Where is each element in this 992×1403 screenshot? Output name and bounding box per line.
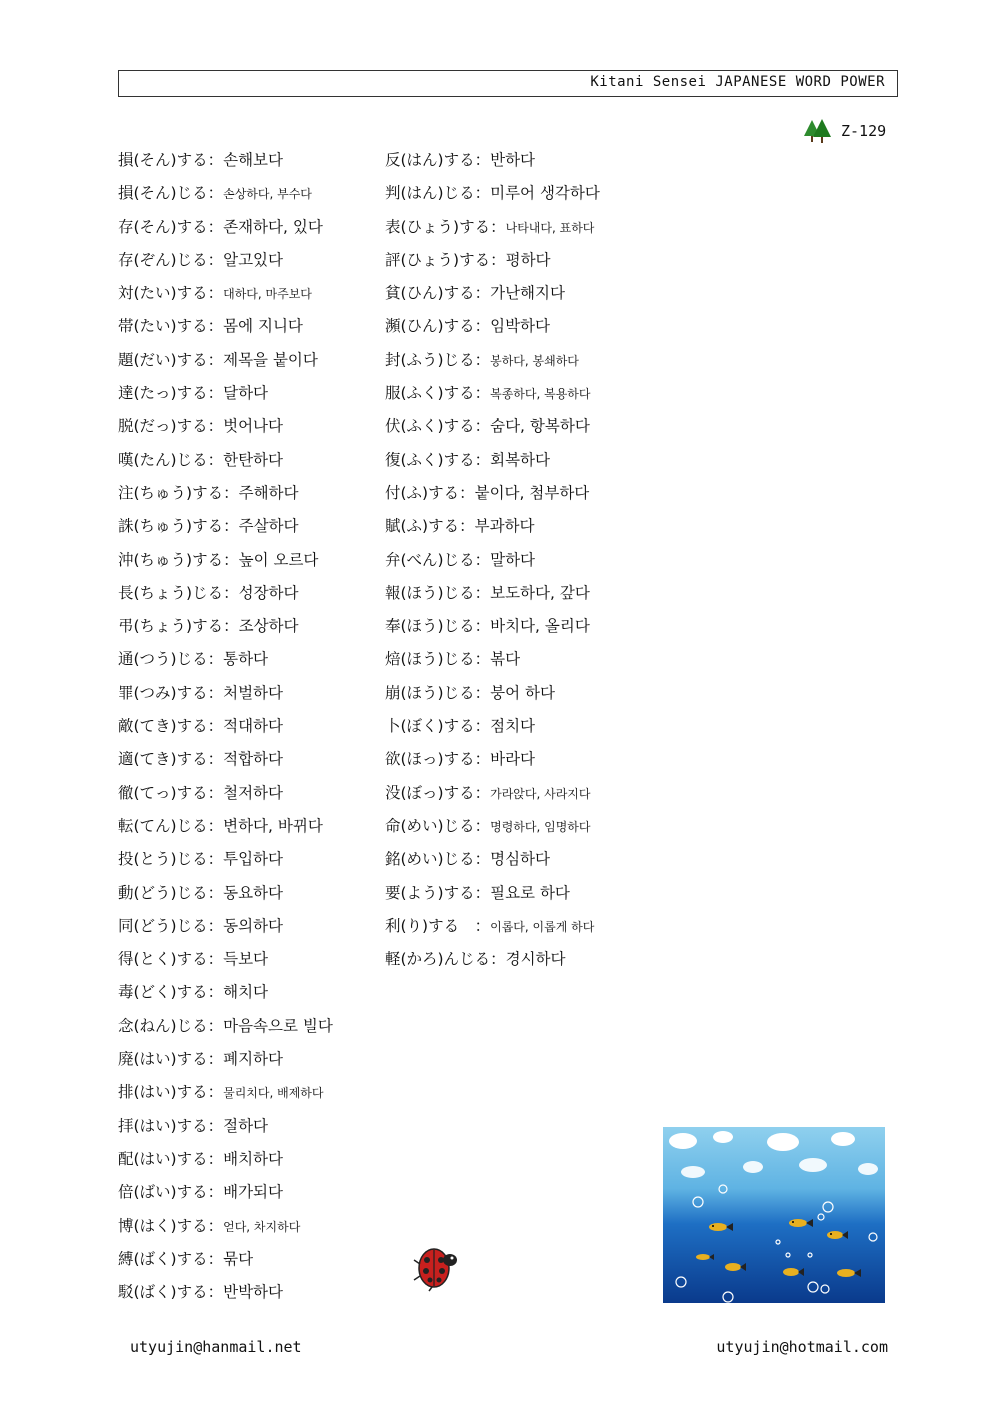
korean-meaning: 적합하다 [223, 750, 284, 769]
japanese-term: 崩(ほう)じる： [385, 683, 491, 702]
japanese-term: 脱(だっ)する： [118, 417, 224, 436]
vocab-entry [385, 914, 600, 947]
korean-meaning: 벗어나다 [223, 417, 284, 436]
japanese-term: 付(ふ)する： [385, 483, 475, 502]
japanese-term: 転(てん)じる： [118, 816, 224, 835]
vocab-entry [385, 148, 600, 181]
korean-meaning: 붙이다, 첨부하다 [474, 483, 590, 502]
vocab-entry [385, 847, 600, 880]
korean-meaning: 묶다 [223, 1249, 254, 1268]
vocab-entry [385, 747, 600, 780]
vocab-entry [118, 314, 333, 347]
japanese-term: 投(とう)じる： [118, 850, 224, 869]
korean-meaning: 주살하다 [238, 517, 299, 536]
japanese-term: 貧(ひん)する： [385, 284, 491, 303]
header-box [118, 70, 898, 97]
korean-meaning: 봉하다, 봉쇄하다 [490, 353, 579, 368]
japanese-term: 復(ふく)する： [385, 450, 491, 469]
korean-meaning: 배치하다 [223, 1149, 284, 1168]
vocab-entry [118, 781, 333, 814]
vocab-entry [118, 881, 333, 914]
japanese-term: 評(ひょう)する： [385, 250, 506, 269]
vocab-entry [118, 414, 333, 447]
ocean-fish-illustration [663, 1127, 885, 1303]
japanese-term: 焙(ほう)じる： [385, 650, 491, 669]
vocab-entry [118, 548, 333, 581]
korean-meaning: 처벌하다 [223, 683, 284, 702]
korean-meaning: 복종하다, 복용하다 [490, 387, 591, 402]
tree-icon [803, 118, 833, 144]
japanese-term: 服(ふく)する： [385, 384, 491, 403]
page-number [803, 118, 886, 144]
vocab-entry [385, 514, 600, 547]
japanese-term: 判(はん)じる： [385, 184, 491, 203]
footer-right-email[interactable]: utyujin@hotmail.com [716, 1338, 888, 1356]
japanese-term: 適(てき)する： [118, 750, 224, 769]
japanese-term: 注(ちゅう)する： [118, 483, 239, 502]
japanese-term: 罪(つみ)する： [118, 683, 224, 702]
korean-meaning: 한탄하다 [223, 450, 284, 469]
korean-meaning: 말하다 [490, 550, 536, 569]
vocab-entry [118, 614, 333, 647]
vocab-entry [118, 1014, 333, 1047]
korean-meaning: 달하다 [223, 384, 269, 403]
korean-meaning: 임박하다 [490, 317, 551, 336]
vocab-entry [118, 381, 333, 414]
korean-meaning: 바라다 [490, 750, 536, 769]
vocab-entry [385, 947, 600, 980]
vocab-entry [118, 581, 333, 614]
vocab-entry [385, 548, 600, 581]
korean-meaning: 평하다 [505, 250, 551, 269]
vocab-entry [118, 148, 333, 181]
vocab-entry [118, 1147, 333, 1180]
vocab-entry [385, 881, 600, 914]
korean-meaning: 미루어 생각하다 [490, 184, 600, 203]
korean-meaning: 변하다, 바뀌다 [223, 816, 323, 835]
japanese-term: 沖(ちゅう)する： [118, 550, 239, 569]
vocab-entry [385, 481, 600, 514]
vocab-entry [118, 1180, 333, 1213]
korean-meaning: 필요로 하다 [490, 883, 570, 902]
vocab-entry [385, 647, 600, 680]
japanese-term: 封(ふう)じる： [385, 350, 491, 369]
vocab-entry [118, 181, 333, 214]
japanese-term: 卜(ぼく)する： [385, 717, 491, 736]
vocab-entry [118, 1047, 333, 1080]
vocab-entry [385, 814, 600, 847]
korean-meaning: 배가되다 [223, 1183, 284, 1202]
japanese-term: 損(そん)する： [118, 151, 224, 169]
vocab-entry [385, 414, 600, 447]
korean-meaning: 볶다 [490, 650, 521, 669]
japanese-term: 反(はん)する： [385, 151, 491, 169]
korean-meaning: 철저하다 [223, 783, 284, 802]
japanese-term: 対(たい)する： [118, 284, 224, 303]
vocab-entry [118, 714, 333, 747]
vocab-entry [118, 1214, 333, 1247]
korean-meaning: 가라앉다, 사라지다 [490, 786, 591, 801]
korean-meaning: 제목을 붙이다 [223, 350, 318, 369]
japanese-term: 縛(ばく)する： [118, 1249, 224, 1268]
vocab-entry [385, 448, 600, 481]
japanese-term: 通(つう)じる： [118, 650, 224, 669]
korean-meaning: 적대하다 [223, 717, 284, 736]
japanese-term: 拝(はい)する： [118, 1116, 224, 1135]
korean-meaning: 몸에 지니다 [223, 317, 303, 336]
korean-meaning: 득보다 [223, 950, 269, 969]
korean-meaning: 경시하다 [505, 950, 566, 969]
vocab-entry [118, 281, 333, 314]
korean-meaning: 투입하다 [223, 850, 284, 869]
japanese-term: 弁(べん)じる： [385, 550, 491, 569]
korean-meaning: 얻다, 차지하다 [223, 1219, 301, 1234]
korean-meaning: 가난해지다 [490, 284, 565, 303]
header-title: Kitani Sensei JAPANESE WORD POWER [590, 74, 885, 90]
left-column [118, 148, 333, 1313]
japanese-term: 動(どう)じる： [118, 883, 224, 902]
korean-meaning: 숨다, 항복하다 [490, 417, 590, 436]
vocab-entry [385, 181, 600, 214]
korean-meaning: 성장하다 [238, 583, 299, 602]
japanese-term: 毒(どく)する： [118, 983, 224, 1002]
japanese-term: 報(ほう)じる： [385, 583, 491, 602]
japanese-term: 達(たっ)する： [118, 384, 224, 403]
japanese-term: 題(だい)する： [118, 350, 224, 369]
korean-meaning: 물리치다, 배제하다 [223, 1086, 324, 1101]
korean-meaning: 손해보다 [223, 151, 284, 169]
japanese-term: 表(ひょう)する： [385, 217, 506, 236]
vocab-entry [385, 314, 600, 347]
korean-meaning: 해치다 [223, 983, 269, 1002]
korean-meaning: 손상하다, 부수다 [223, 187, 312, 202]
korean-meaning: 반하다 [490, 151, 536, 169]
japanese-term: 瀕(ひん)する： [385, 317, 491, 336]
vocab-entry [118, 481, 333, 514]
korean-meaning: 보도하다, 갚다 [490, 583, 590, 602]
japanese-term: 駁(ばく)する： [118, 1283, 224, 1302]
korean-meaning: 조상하다 [238, 617, 299, 636]
ladybug-icon [412, 1240, 464, 1292]
japanese-term: 要(よう)する： [385, 883, 491, 902]
vocab-entry [385, 248, 600, 281]
korean-meaning: 점치다 [490, 717, 536, 736]
japanese-term: 欲(ほっ)する： [385, 750, 491, 769]
vocab-entry [385, 381, 600, 414]
vocab-entry [385, 215, 600, 248]
japanese-term: 弔(ちょう)する： [118, 617, 239, 636]
vocab-entry [118, 348, 333, 381]
korean-meaning: 명심하다 [490, 850, 551, 869]
korean-meaning: 나타내다, 표하다 [505, 220, 595, 235]
vocab-entry [118, 448, 333, 481]
korean-meaning: 붕어 하다 [490, 683, 555, 702]
vocab-entry [385, 281, 600, 314]
vocab-entry [385, 348, 600, 381]
japanese-term: 存(そん)する： [118, 217, 224, 236]
vocab-entry [385, 614, 600, 647]
vocab-entry [118, 514, 333, 547]
korean-meaning: 동요하다 [223, 883, 284, 902]
vocab-entry [118, 980, 333, 1013]
japanese-term: 敵(てき)する： [118, 717, 224, 736]
japanese-term: 排(はい)する： [118, 1083, 224, 1102]
japanese-term: 没(ぼっ)する： [385, 783, 491, 802]
japanese-term: 伏(ふく)する： [385, 417, 491, 436]
vocab-entry [385, 681, 600, 714]
vocab-entry [118, 1080, 333, 1113]
korean-meaning: 대하다, 마주보다 [223, 287, 312, 302]
vocab-entry [118, 215, 333, 248]
vocab-entry [118, 1247, 333, 1280]
vocab-entry [385, 581, 600, 614]
vocab-entry [118, 847, 333, 880]
korean-meaning: 동의하다 [223, 916, 284, 935]
japanese-term: 徹(てっ)する： [118, 783, 224, 802]
vocab-entry [118, 747, 333, 780]
japanese-term: 帯(たい)する： [118, 317, 224, 336]
vocab-entry [118, 1280, 333, 1313]
japanese-term: 配(はい)する： [118, 1149, 224, 1168]
japanese-term: 存(ぞん)じる： [118, 250, 224, 269]
korean-meaning: 통하다 [223, 650, 269, 669]
japanese-term: 賦(ふ)する： [385, 517, 475, 536]
korean-meaning: 이롭다, 이롭게 하다 [490, 919, 595, 934]
japanese-term: 念(ねん)じる： [118, 1016, 224, 1035]
japanese-term: 奉(ほう)じる： [385, 617, 491, 636]
korean-meaning: 높이 오르다 [238, 550, 319, 569]
korean-meaning: 마음속으로 빌다 [223, 1016, 333, 1035]
vocab-entry [385, 714, 600, 747]
japanese-term: 嘆(たん)じる： [118, 450, 224, 469]
vocab-entry [118, 947, 333, 980]
vocab-entry [118, 647, 333, 680]
japanese-term: 得(とく)する： [118, 950, 224, 969]
japanese-term: 長(ちょう)じる： [118, 583, 239, 602]
vocab-entry [118, 1114, 333, 1147]
japanese-term: 誅(ちゅう)する： [118, 517, 239, 536]
korean-meaning: 존재하다, 있다 [223, 217, 323, 236]
japanese-term: 廃(はい)する： [118, 1050, 224, 1069]
korean-meaning: 주해하다 [238, 483, 299, 502]
japanese-term: 利(り)する ： [385, 916, 491, 935]
japanese-term: 命(めい)じる： [385, 816, 491, 835]
japanese-term: 銘(めい)じる： [385, 850, 491, 869]
korean-meaning: 명령하다, 임명하다 [490, 819, 591, 834]
vocab-entry [118, 248, 333, 281]
page-code: Z-129 [841, 122, 887, 140]
korean-meaning: 폐지하다 [223, 1050, 284, 1069]
japanese-term: 博(はく)する： [118, 1216, 224, 1235]
korean-meaning: 회복하다 [490, 450, 551, 469]
vocab-entry [118, 914, 333, 947]
vocab-entry [118, 814, 333, 847]
japanese-term: 損(そん)じる： [118, 184, 224, 203]
right-column [385, 148, 600, 980]
japanese-term: 軽(かろ)んじる： [385, 950, 506, 969]
footer-left-email[interactable]: utyujin@hanmail.net [130, 1338, 302, 1356]
korean-meaning: 바치다, 올리다 [490, 617, 590, 636]
korean-meaning: 알고있다 [223, 250, 284, 269]
korean-meaning: 절하다 [223, 1116, 269, 1135]
japanese-term: 倍(ばい)する： [118, 1183, 224, 1202]
vocab-entry [385, 781, 600, 814]
korean-meaning: 부과하다 [474, 517, 535, 536]
vocab-entry [118, 681, 333, 714]
korean-meaning: 반박하다 [223, 1283, 284, 1302]
japanese-term: 同(どう)じる： [118, 916, 224, 935]
